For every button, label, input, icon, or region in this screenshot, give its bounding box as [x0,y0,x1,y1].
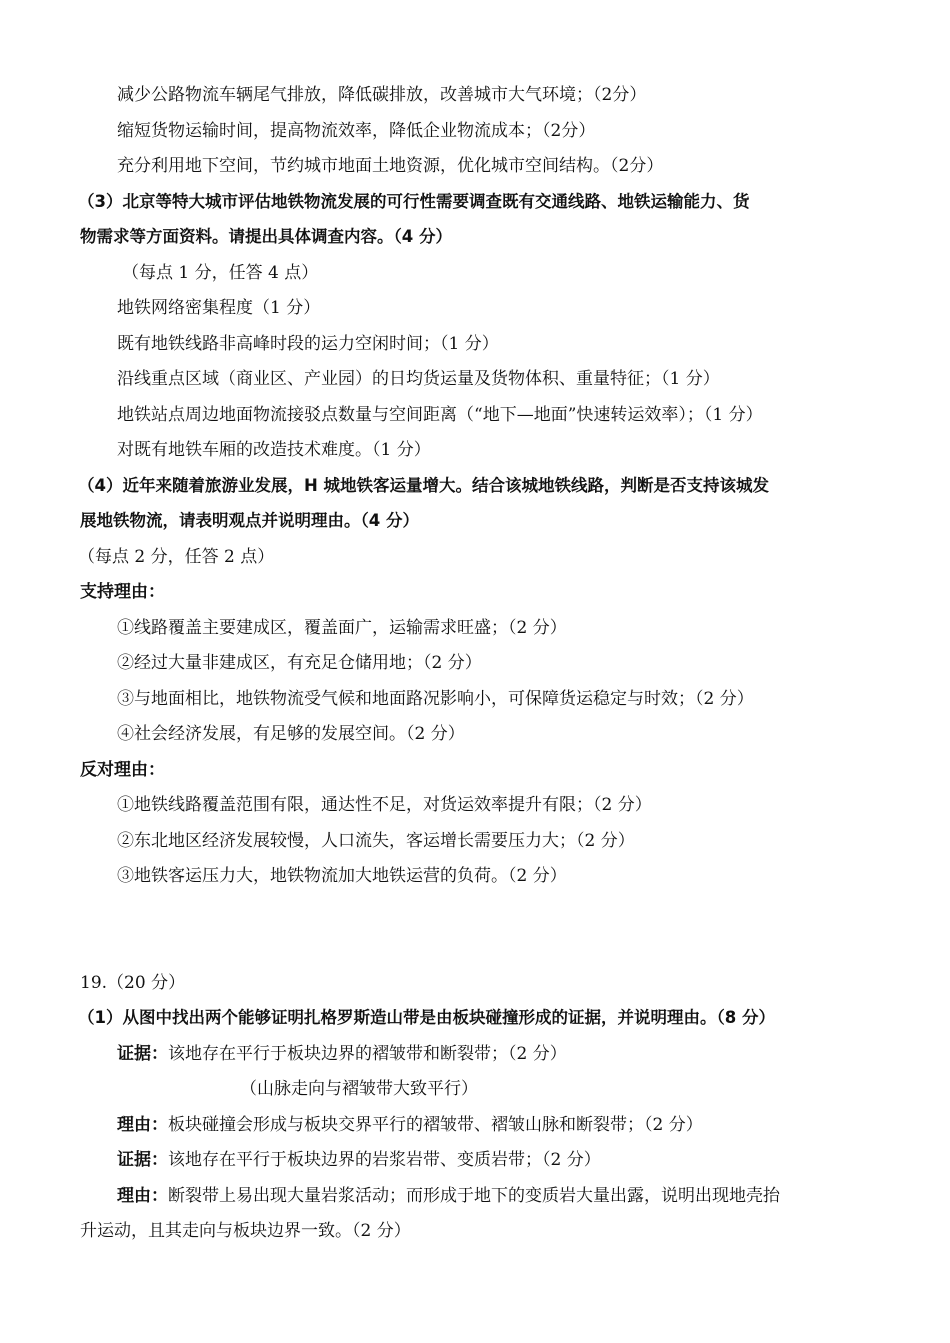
evidence-line [117,1043,567,1065]
evidence-label: 证据： [117,1150,168,1170]
oppose-item: ③地铁客运压力大，地铁物流加大地铁运营的负荷。（2 分） [117,866,567,886]
answer-line: 地铁网络密集程度（1 分） [117,298,321,318]
question-4-line1: （4）近年来随着旅游业发展，H 城地铁客运量增大。结合该城地铁线路，判断是否支持该城发 [78,476,770,495]
reason-text: 板块碰撞会形成与板块交界平行的褶皱带、褶皱山脉和断裂带；（2 分） [168,1115,703,1135]
scoring-note: （每点 2 分，任答 2 点） [78,547,275,567]
evidence-text: 该地存在平行于板块边界的褶皱带和断裂带；（2 分） [168,1044,567,1064]
answer-line: 地铁站点周边地面物流接驳点数量与空间距离（“地下—地面”快速转运效率）；（1 分） [117,405,763,425]
support-item: ②经过大量非建成区，有充足仓储用地；（2 分） [117,653,482,673]
evidence-line [117,1149,601,1171]
reason-label: 理由： [117,1186,168,1206]
question-4-line2: 展地铁物流，请表明观点并说明理由。（4 分） [80,511,419,530]
oppose-heading: 反对理由： [80,760,165,780]
evidence-note: （山脉走向与褶皱带大致平行） [240,1079,478,1099]
oppose-item: ②东北地区经济发展较慢，人口流失，客运增长需要压力大；（2 分） [117,831,635,851]
answer-line: 减少公路物流车辆尾气排放，降低碳排放，改善城市大气环境；（2分） [117,85,647,105]
reason-continuation: 升运动，且其走向与板块边界一致。（2 分） [80,1221,411,1241]
reason-line [117,1114,703,1136]
support-item: ④社会经济发展，有足够的发展空间。（2 分） [117,724,465,744]
question-3-line2: 物需求等方面资料。请提出具体调查内容。（4 分） [80,227,452,246]
evidence-text: 该地存在平行于板块边界的岩浆岩带、变质岩带；（2 分） [168,1150,601,1170]
scoring-note: （每点 1 分，任答 4 点） [122,263,319,283]
reason-line [117,1185,780,1207]
answer-line: 对既有地铁车厢的改造技术难度。（1 分） [117,440,431,460]
evidence-label: 证据： [117,1044,168,1064]
answer-line: 既有地铁线路非高峰时段的运力空闲时间；（1 分） [117,334,499,354]
support-item: ①线路覆盖主要建成区，覆盖面广，运输需求旺盛；（2 分） [117,618,567,638]
answer-line: 沿线重点区域（商业区、产业园）的日均货运量及货物体积、重量特征；（1 分） [117,369,720,389]
reason-text: 断裂带上易出现大量岩浆活动；而形成于地下的变质岩大量出露，说明出现地壳抬 [168,1186,780,1206]
oppose-item: ①地铁线路覆盖范围有限，通达性不足，对货运效率提升有限；（2 分） [117,795,652,815]
question-3-line1: （3）北京等特大城市评估地铁物流发展的可行性需要调查既有交通线路、地铁运输能力、货 [78,192,750,211]
reason-label: 理由： [117,1115,168,1135]
answer-line: 缩短货物运输时间，提高物流效率，降低企业物流成本；（2分） [117,121,596,141]
support-item: ③与地面相比，地铁物流受气候和地面路况影响小，可保障货运稳定与时效；（2 分） [117,689,754,709]
support-heading: 支持理由： [80,582,165,602]
answer-line: 充分利用地下空间，节约城市地面土地资源，优化城市空间结构。（2分） [117,156,664,176]
question-19-header: 19.（20 分） [80,973,186,993]
question-19-part1: （1）从图中找出两个能够证明扎格罗斯造山带是由板块碰撞形成的证据，并说明理由。（8 分） [78,1008,775,1027]
